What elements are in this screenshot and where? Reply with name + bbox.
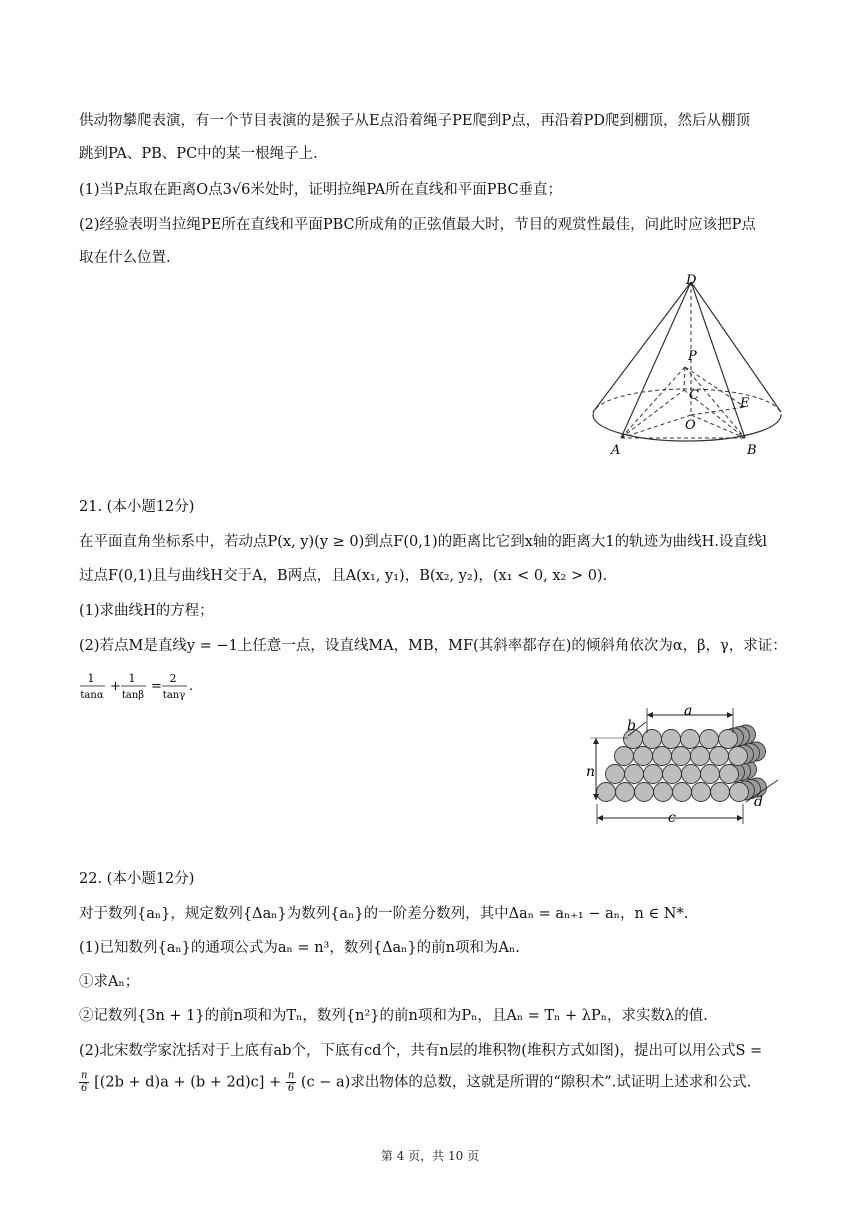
period: . xyxy=(189,679,194,694)
q21-header: 21. (本小题12分) xyxy=(79,499,195,515)
cylinder-end xyxy=(606,765,625,784)
cylinder-end xyxy=(700,730,719,749)
q21-part2: (2)若点M是直线y = −1上任意一点，设直线MA，MB，MF(其斜率都存在)的倾斜角依次为α，β，γ，求证： xyxy=(79,638,787,654)
q22-text-line4: ②记数列{3n + 1}的前n项和为Tₙ，数列{n²}的前n项和为Pₙ，且Aₙ = Tₙ + λPₙ，求实数λ的值. xyxy=(79,1008,708,1024)
cylinder-end xyxy=(663,765,682,784)
stacked-cylinders-figure xyxy=(578,700,788,830)
line-PC xyxy=(684,367,685,390)
formula-rest: (c − a)求出物体的总数，这就是所谓的“隙积术”.试证明上述求和公式. xyxy=(300,1074,752,1091)
q20-text-line1: 供动物攀爬表演，有一个节目表演的是猴子从E点沿着绳子PE爬到P点，再沿着PD爬到棚顶，然后从棚顶 xyxy=(79,113,751,129)
label-b: b xyxy=(627,718,636,734)
base-ellipse-back xyxy=(593,389,781,415)
label-C: C xyxy=(689,388,699,403)
q21-text-line2: 过点F(0,1)且与曲线H交于A，B两点，且A(x₁, y₁)，B(x₂, y₂)，(x₁ < 0, x₂ > 0). xyxy=(79,568,608,584)
label-O: O xyxy=(685,418,696,433)
cylinder-end xyxy=(673,783,692,802)
q22-text-line1: 对于数列{aₙ}，规定数列{Δaₙ}为数列{aₙ}的一阶差分数列，其中Δaₙ = aₙ₊₁ − aₙ，n ∈ N*. xyxy=(79,906,689,922)
cylinder-end xyxy=(691,747,710,766)
cylinder-end xyxy=(692,783,711,802)
q20-part2-line1: (2)经验表明当拉绳PE所在直线和平面PBC所成角的正弦值最大时，节目的观赏性最佳，问此时应该把P点 xyxy=(79,217,756,233)
frac3-num: 2 xyxy=(169,672,177,685)
cylinder-end xyxy=(719,730,738,749)
frac2-num: 1 xyxy=(128,672,136,685)
q22-text-line5: (2)北宋数学家沈括对于上底有ab个，下底有cd个，共有n层的堆积物(堆积方式如图)，提出可以用公式S = xyxy=(79,1043,763,1059)
label-D: D xyxy=(686,273,697,288)
label-c: c xyxy=(668,810,676,826)
q20-part1: (1)当P点取在距离O点3√6米处时，证明拉绳PA所在直线和平面PBC垂直； xyxy=(79,182,563,198)
q22-text-line3: ①求Aₙ； xyxy=(79,974,140,990)
cylinder-end xyxy=(616,783,635,802)
cylinder-end xyxy=(634,747,653,766)
cylinder-end xyxy=(672,747,691,766)
frac3-den: tanγ xyxy=(162,690,186,701)
frac2-den: tanβ xyxy=(121,690,145,701)
line-OB xyxy=(691,415,745,438)
plus-sign: + xyxy=(110,679,121,694)
cylinder-end xyxy=(597,783,616,802)
label-n: n xyxy=(586,764,596,780)
frac-n-over-6-second: $\frac{n}{6}$ xyxy=(287,1070,295,1094)
cylinder-end xyxy=(681,730,700,749)
line-DB xyxy=(691,282,745,438)
cylinder-end xyxy=(644,765,663,784)
cone-figure xyxy=(585,272,790,462)
label-P: P xyxy=(688,349,697,364)
q22-text-line2: (1)已知数列{aₙ}的通项公式为aₙ = n³，数列{Δaₙ}的前n项和为Aₙ. xyxy=(79,940,520,956)
cylinder-end xyxy=(653,747,672,766)
equals-sign: = xyxy=(151,679,162,694)
label-d: d xyxy=(754,794,763,810)
label-A: A xyxy=(611,443,621,458)
q21-text-line1: 在平面直角坐标系中，若动点P(x, y)(y ≥ 0)到点F(0,1)的距离比它到x轴的距离大1的轨迹为曲线H.设直线l xyxy=(79,534,767,550)
line-AC xyxy=(621,390,684,438)
line-PA xyxy=(621,367,685,438)
cylinder-end xyxy=(729,747,748,766)
frac-n-over-6: $\frac{n}{6}$ xyxy=(81,1070,88,1094)
cylinder-end xyxy=(701,765,720,784)
frac1-den: tanα xyxy=(80,690,104,701)
frac1-num: 1 xyxy=(87,672,95,685)
cylinder-end xyxy=(730,783,749,802)
formula-middle: [(2b + d)a + (b + 2d)c] + xyxy=(94,1074,282,1091)
cylinder-end xyxy=(720,765,739,784)
cylinder-end xyxy=(635,783,654,802)
q22-header: 22. (本小题12分) xyxy=(79,871,195,887)
cylinder-stack xyxy=(597,725,767,802)
cylinder-end xyxy=(615,747,634,766)
page-footer: 第 4 页，共 10 页 xyxy=(380,1149,480,1163)
cylinder-end xyxy=(710,747,729,766)
cylinder-end xyxy=(625,765,644,784)
cylinder-end xyxy=(654,783,673,802)
cylinder-end xyxy=(662,730,681,749)
cylinder-end xyxy=(643,730,662,749)
q20-part2-line2: 取在什么位置. xyxy=(79,250,171,266)
q20-text-line2: 跳到PA、PB、PC中的某一根绳子上. xyxy=(79,146,318,162)
cylinder-end xyxy=(682,765,701,784)
q22-text-line6 xyxy=(79,1070,751,1106)
q21-part1: (1)求曲线H的方程； xyxy=(79,603,214,619)
label-a: a xyxy=(684,703,693,719)
label-E: E xyxy=(740,396,750,411)
q21-formula xyxy=(79,668,219,708)
label-B: B xyxy=(747,443,757,458)
cylinder-end xyxy=(711,783,730,802)
